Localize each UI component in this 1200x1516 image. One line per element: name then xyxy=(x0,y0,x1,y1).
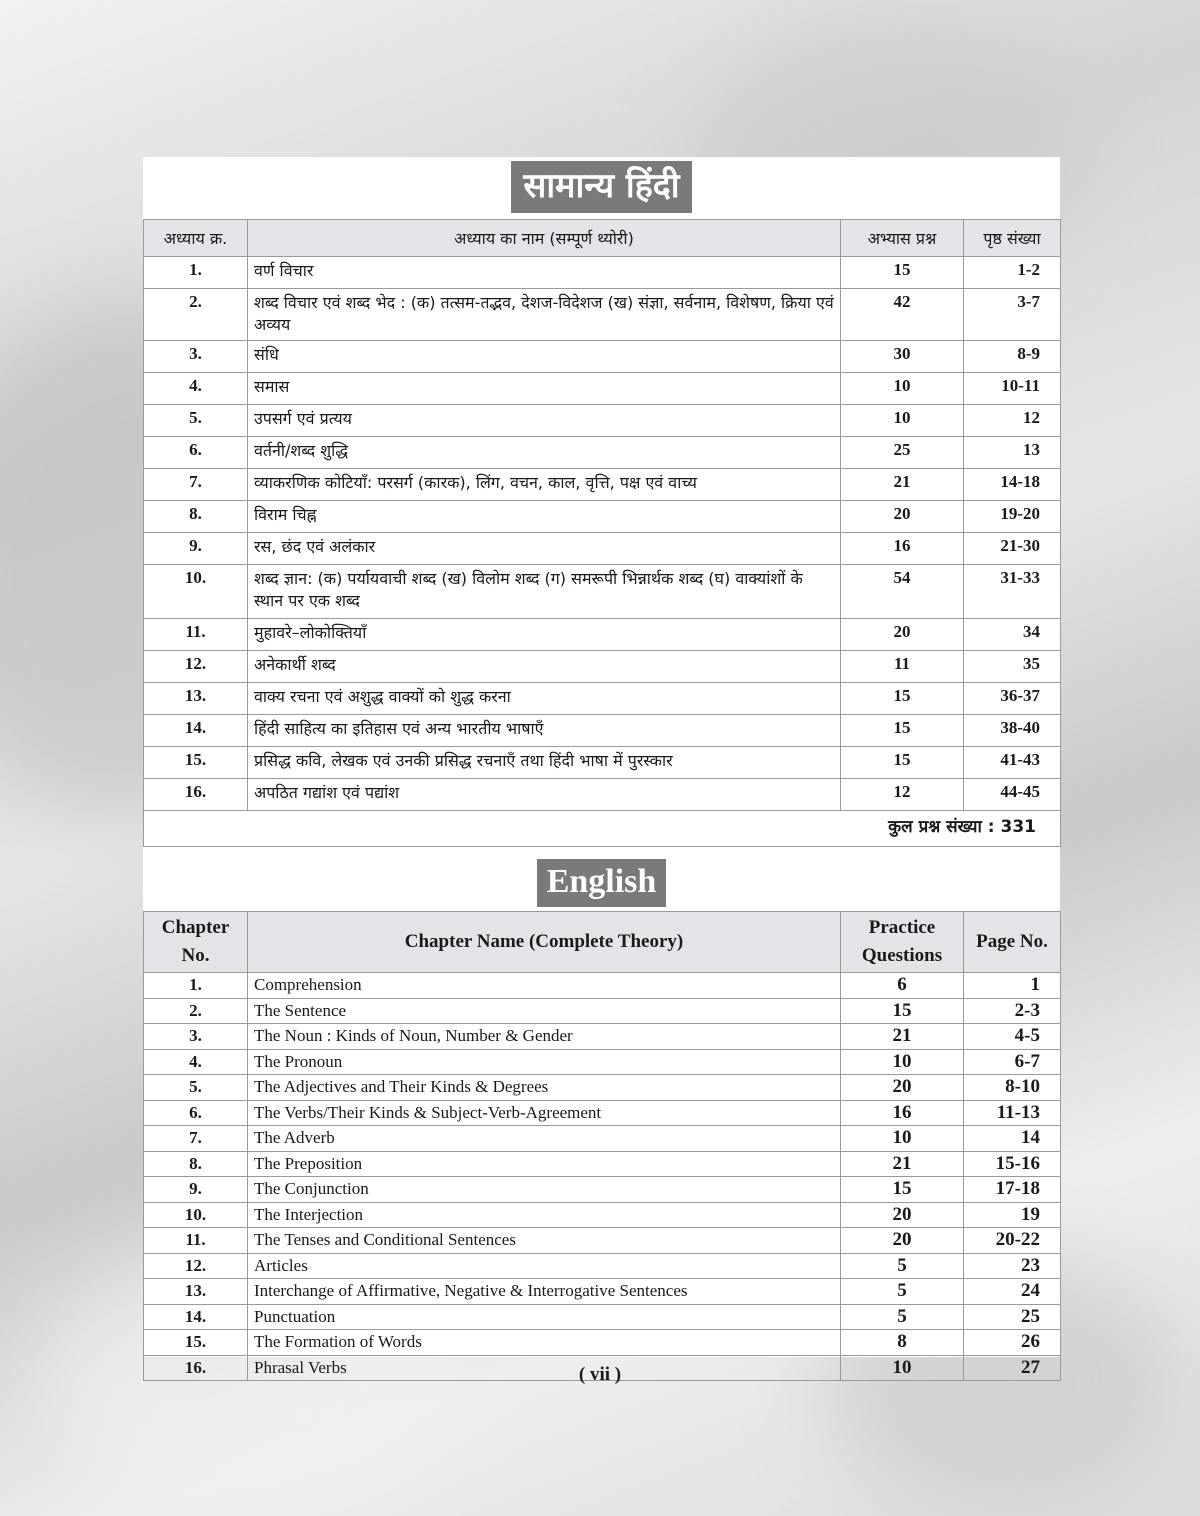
page-range: 2-3 xyxy=(964,998,1061,1024)
practice-count: 6 xyxy=(841,973,964,999)
chapter-no: 16. xyxy=(144,779,248,811)
table-row xyxy=(144,1126,1061,1152)
chapter-name: The Formation of Words xyxy=(248,1330,841,1356)
chapter-name: वाक्य रचना एवं अशुद्ध वाक्यों को शुद्ध करना xyxy=(248,683,841,715)
english-header-page: Page No. xyxy=(964,912,1061,973)
table-row xyxy=(144,1100,1061,1126)
page-range: 23 xyxy=(964,1253,1061,1279)
chapter-no: 12. xyxy=(144,651,248,683)
practice-count: 10 xyxy=(841,1126,964,1152)
page-range: 4-5 xyxy=(964,1024,1061,1050)
chapter-name: The Noun : Kinds of Noun, Number & Gender xyxy=(248,1024,841,1050)
chapter-no: 10. xyxy=(144,565,248,619)
chapter-name: The Pronoun xyxy=(248,1049,841,1075)
table-row xyxy=(144,1075,1061,1101)
page-range: 44-45 xyxy=(964,779,1061,811)
page-range: 27 xyxy=(964,1355,1061,1381)
chapter-name: संधि xyxy=(248,341,841,373)
chapter-name: The Preposition xyxy=(248,1151,841,1177)
table-row xyxy=(144,998,1061,1024)
table-row xyxy=(144,501,1061,533)
page-range: 1 xyxy=(964,973,1061,999)
practice-count: 15 xyxy=(841,683,964,715)
page-range: 26 xyxy=(964,1330,1061,1356)
page-range: 34 xyxy=(964,619,1061,651)
table-row xyxy=(144,289,1061,341)
practice-count: 20 xyxy=(841,1075,964,1101)
table-row xyxy=(144,341,1061,373)
chapter-name: वर्तनी/शब्द शुद्धि xyxy=(248,437,841,469)
practice-count: 15 xyxy=(841,257,964,289)
practice-count: 20 xyxy=(841,619,964,651)
practice-count: 10 xyxy=(841,405,964,437)
total-row xyxy=(144,811,1061,847)
table-row xyxy=(144,973,1061,999)
table-row xyxy=(144,1151,1061,1177)
table-row xyxy=(144,1330,1061,1356)
chapter-name: उपसर्ग एवं प्रत्यय xyxy=(248,405,841,437)
practice-count: 11 xyxy=(841,651,964,683)
english-header-chapter-name: Chapter Name (Complete Theory) xyxy=(248,912,841,973)
chapter-name: Interchange of Affirmative, Negative & Interrogative Sentences xyxy=(248,1279,841,1305)
chapter-no: 9. xyxy=(144,1177,248,1203)
chapter-no: 3. xyxy=(144,341,248,373)
chapter-no: 14. xyxy=(144,715,248,747)
chapter-no: 5. xyxy=(144,1075,248,1101)
chapter-no: 13. xyxy=(144,683,248,715)
table-row xyxy=(144,651,1061,683)
practice-count: 5 xyxy=(841,1253,964,1279)
table-row xyxy=(144,373,1061,405)
page-range: 15-16 xyxy=(964,1151,1061,1177)
page-range: 10-11 xyxy=(964,373,1061,405)
chapter-no: 1. xyxy=(144,973,248,999)
page-range: 20-22 xyxy=(964,1228,1061,1254)
chapter-no: 4. xyxy=(144,1049,248,1075)
chapter-name: Comprehension xyxy=(248,973,841,999)
page-range: 19 xyxy=(964,1202,1061,1228)
page-range: 3-7 xyxy=(964,289,1061,341)
table-row xyxy=(144,565,1061,619)
table-row xyxy=(144,1024,1061,1050)
chapter-no: 11. xyxy=(144,1228,248,1254)
chapter-no: 13. xyxy=(144,1279,248,1305)
table-row xyxy=(144,715,1061,747)
chapter-name: समास xyxy=(248,373,841,405)
chapter-name: वर्ण विचार xyxy=(248,257,841,289)
page-range: 24 xyxy=(964,1279,1061,1305)
chapter-no: 8. xyxy=(144,1151,248,1177)
chapter-name: The Tenses and Conditional Sentences xyxy=(248,1228,841,1254)
chapter-name: The Adverb xyxy=(248,1126,841,1152)
chapter-no: 2. xyxy=(144,998,248,1024)
practice-count: 20 xyxy=(841,501,964,533)
chapter-no: 1. xyxy=(144,257,248,289)
chapter-name: हिंदी साहित्य का इतिहास एवं अन्य भारतीय भाषाएँ xyxy=(248,715,841,747)
chapter-no: 6. xyxy=(144,437,248,469)
practice-count: 42 xyxy=(841,289,964,341)
chapter-name: The Sentence xyxy=(248,998,841,1024)
table-row xyxy=(144,747,1061,779)
chapter-no: 11. xyxy=(144,619,248,651)
chapter-name: अनेकार्थी शब्द xyxy=(248,651,841,683)
chapter-name: The Interjection xyxy=(248,1202,841,1228)
practice-count: 10 xyxy=(841,373,964,405)
page-range: 13 xyxy=(964,437,1061,469)
practice-count: 16 xyxy=(841,1100,964,1126)
chapter-no: 4. xyxy=(144,373,248,405)
practice-count: 5 xyxy=(841,1304,964,1330)
english-header-practice: Practice Questions xyxy=(841,912,964,973)
chapter-no: 9. xyxy=(144,533,248,565)
hindi-table-body xyxy=(144,257,1061,847)
chapter-no: 5. xyxy=(144,405,248,437)
english-heading-wrap xyxy=(143,847,1060,911)
chapter-no: 7. xyxy=(144,1126,248,1152)
page-number: ( vii ) xyxy=(578,1364,622,1385)
practice-count: 30 xyxy=(841,341,964,373)
total-question-count: कुल प्रश्न संख्या : 331 xyxy=(144,811,1061,847)
page-range: 35 xyxy=(964,651,1061,683)
page-range: 31-33 xyxy=(964,565,1061,619)
practice-count: 21 xyxy=(841,469,964,501)
page-range: 38-40 xyxy=(964,715,1061,747)
page-range: 8-10 xyxy=(964,1075,1061,1101)
table-row xyxy=(144,1253,1061,1279)
table-row xyxy=(144,1304,1061,1330)
chapter-no: 12. xyxy=(144,1253,248,1279)
hindi-header-chapter-name: अध्याय का नाम (सम्पूर्ण थ्योरी) xyxy=(248,220,841,257)
hindi-header-practice: अभ्यास प्रश्न xyxy=(841,220,964,257)
chapter-no: 7. xyxy=(144,469,248,501)
table-row xyxy=(144,619,1061,651)
practice-count: 10 xyxy=(841,1355,964,1381)
chapter-no: 15. xyxy=(144,1330,248,1356)
table-row xyxy=(144,405,1061,437)
table-row xyxy=(144,683,1061,715)
chapter-name: The Conjunction xyxy=(248,1177,841,1203)
chapter-name: Phrasal Verbs xyxy=(248,1355,841,1381)
practice-count: 21 xyxy=(841,1024,964,1050)
page-range: 14 xyxy=(964,1126,1061,1152)
page-range: 25 xyxy=(964,1304,1061,1330)
table-row xyxy=(144,1279,1061,1305)
chapter-no: 15. xyxy=(144,747,248,779)
practice-count: 15 xyxy=(841,998,964,1024)
hindi-header-row xyxy=(144,220,1061,257)
chapter-no: 10. xyxy=(144,1202,248,1228)
english-table-body xyxy=(144,973,1061,1381)
page-range: 36-37 xyxy=(964,683,1061,715)
page-range: 17-18 xyxy=(964,1177,1061,1203)
practice-count: 10 xyxy=(841,1049,964,1075)
chapter-name: The Adjectives and Their Kinds & Degrees xyxy=(248,1075,841,1101)
hindi-table xyxy=(143,219,1061,847)
table-row xyxy=(144,257,1061,289)
chapter-no: 16. xyxy=(144,1355,248,1381)
english-table xyxy=(143,911,1061,1381)
chapter-no: 8. xyxy=(144,501,248,533)
chapter-name: शब्द विचार एवं शब्द भेद : (क) तत्सम-तद्भव, देशज-विदेशज (ख) संज्ञा, सर्वनाम, विशेषण, क्रिया एवं अव्यय xyxy=(248,289,841,341)
table-row xyxy=(144,779,1061,811)
page-range: 1-2 xyxy=(964,257,1061,289)
page-range: 19-20 xyxy=(964,501,1061,533)
practice-count: 15 xyxy=(841,1177,964,1203)
practice-count: 15 xyxy=(841,747,964,779)
practice-count: 8 xyxy=(841,1330,964,1356)
chapter-no: 2. xyxy=(144,289,248,341)
chapter-no: 6. xyxy=(144,1100,248,1126)
practice-count: 5 xyxy=(841,1279,964,1305)
english-section-title: English xyxy=(537,859,667,907)
hindi-heading-wrap xyxy=(143,157,1060,219)
english-header-chapter-no: Chapter No. xyxy=(144,912,248,973)
table-row xyxy=(144,1228,1061,1254)
chapter-name: मुहावरे–लोकोक्तियाँ xyxy=(248,619,841,651)
chapter-name: अपठित गद्यांश एवं पद्यांश xyxy=(248,779,841,811)
chapter-no: 3. xyxy=(144,1024,248,1050)
page-range: 41-43 xyxy=(964,747,1061,779)
table-row xyxy=(144,1049,1061,1075)
hindi-header-page: पृष्ठ संख्या xyxy=(964,220,1061,257)
table-row xyxy=(144,437,1061,469)
practice-count: 16 xyxy=(841,533,964,565)
practice-count: 20 xyxy=(841,1228,964,1254)
chapter-name: रस, छंद एवं अलंकार xyxy=(248,533,841,565)
table-row xyxy=(144,469,1061,501)
chapter-name: Articles xyxy=(248,1253,841,1279)
chapter-name: व्याकरणिक कोटियाँ: परसर्ग (कारक), लिंग, वचन, काल, वृत्ति, पक्ष एवं वाच्य xyxy=(248,469,841,501)
hindi-header-chapter-no: अध्याय क्र. xyxy=(144,220,248,257)
practice-count: 54 xyxy=(841,565,964,619)
chapter-name: विराम चिह्न xyxy=(248,501,841,533)
page-range: 14-18 xyxy=(964,469,1061,501)
page-range: 6-7 xyxy=(964,1049,1061,1075)
chapter-no: 14. xyxy=(144,1304,248,1330)
page-range: 21-30 xyxy=(964,533,1061,565)
page-range: 11-13 xyxy=(964,1100,1061,1126)
practice-count: 20 xyxy=(841,1202,964,1228)
table-row xyxy=(144,1202,1061,1228)
table-row xyxy=(144,533,1061,565)
english-header-row xyxy=(144,912,1061,973)
chapter-name: शब्द ज्ञान: (क) पर्यायवाची शब्द (ख) विलोम शब्द (ग) समरूपी भिन्नार्थक शब्द (घ) वाक्यांशों के स्थान पर एक शब्द xyxy=(248,565,841,619)
practice-count: 21 xyxy=(841,1151,964,1177)
practice-count: 25 xyxy=(841,437,964,469)
hindi-section-title: सामान्य हिंदी xyxy=(511,161,691,213)
chapter-name: Punctuation xyxy=(248,1304,841,1330)
page-range: 12 xyxy=(964,405,1061,437)
table-row xyxy=(144,1177,1061,1203)
practice-count: 12 xyxy=(841,779,964,811)
chapter-name: The Verbs/Their Kinds & Subject-Verb-Agreement xyxy=(248,1100,841,1126)
chapter-name: प्रसिद्ध कवि, लेखक एवं उनकी प्रसिद्ध रचनाएँ तथा हिंदी भाषा में पुरस्कार xyxy=(248,747,841,779)
practice-count: 15 xyxy=(841,715,964,747)
page-range: 8-9 xyxy=(964,341,1061,373)
